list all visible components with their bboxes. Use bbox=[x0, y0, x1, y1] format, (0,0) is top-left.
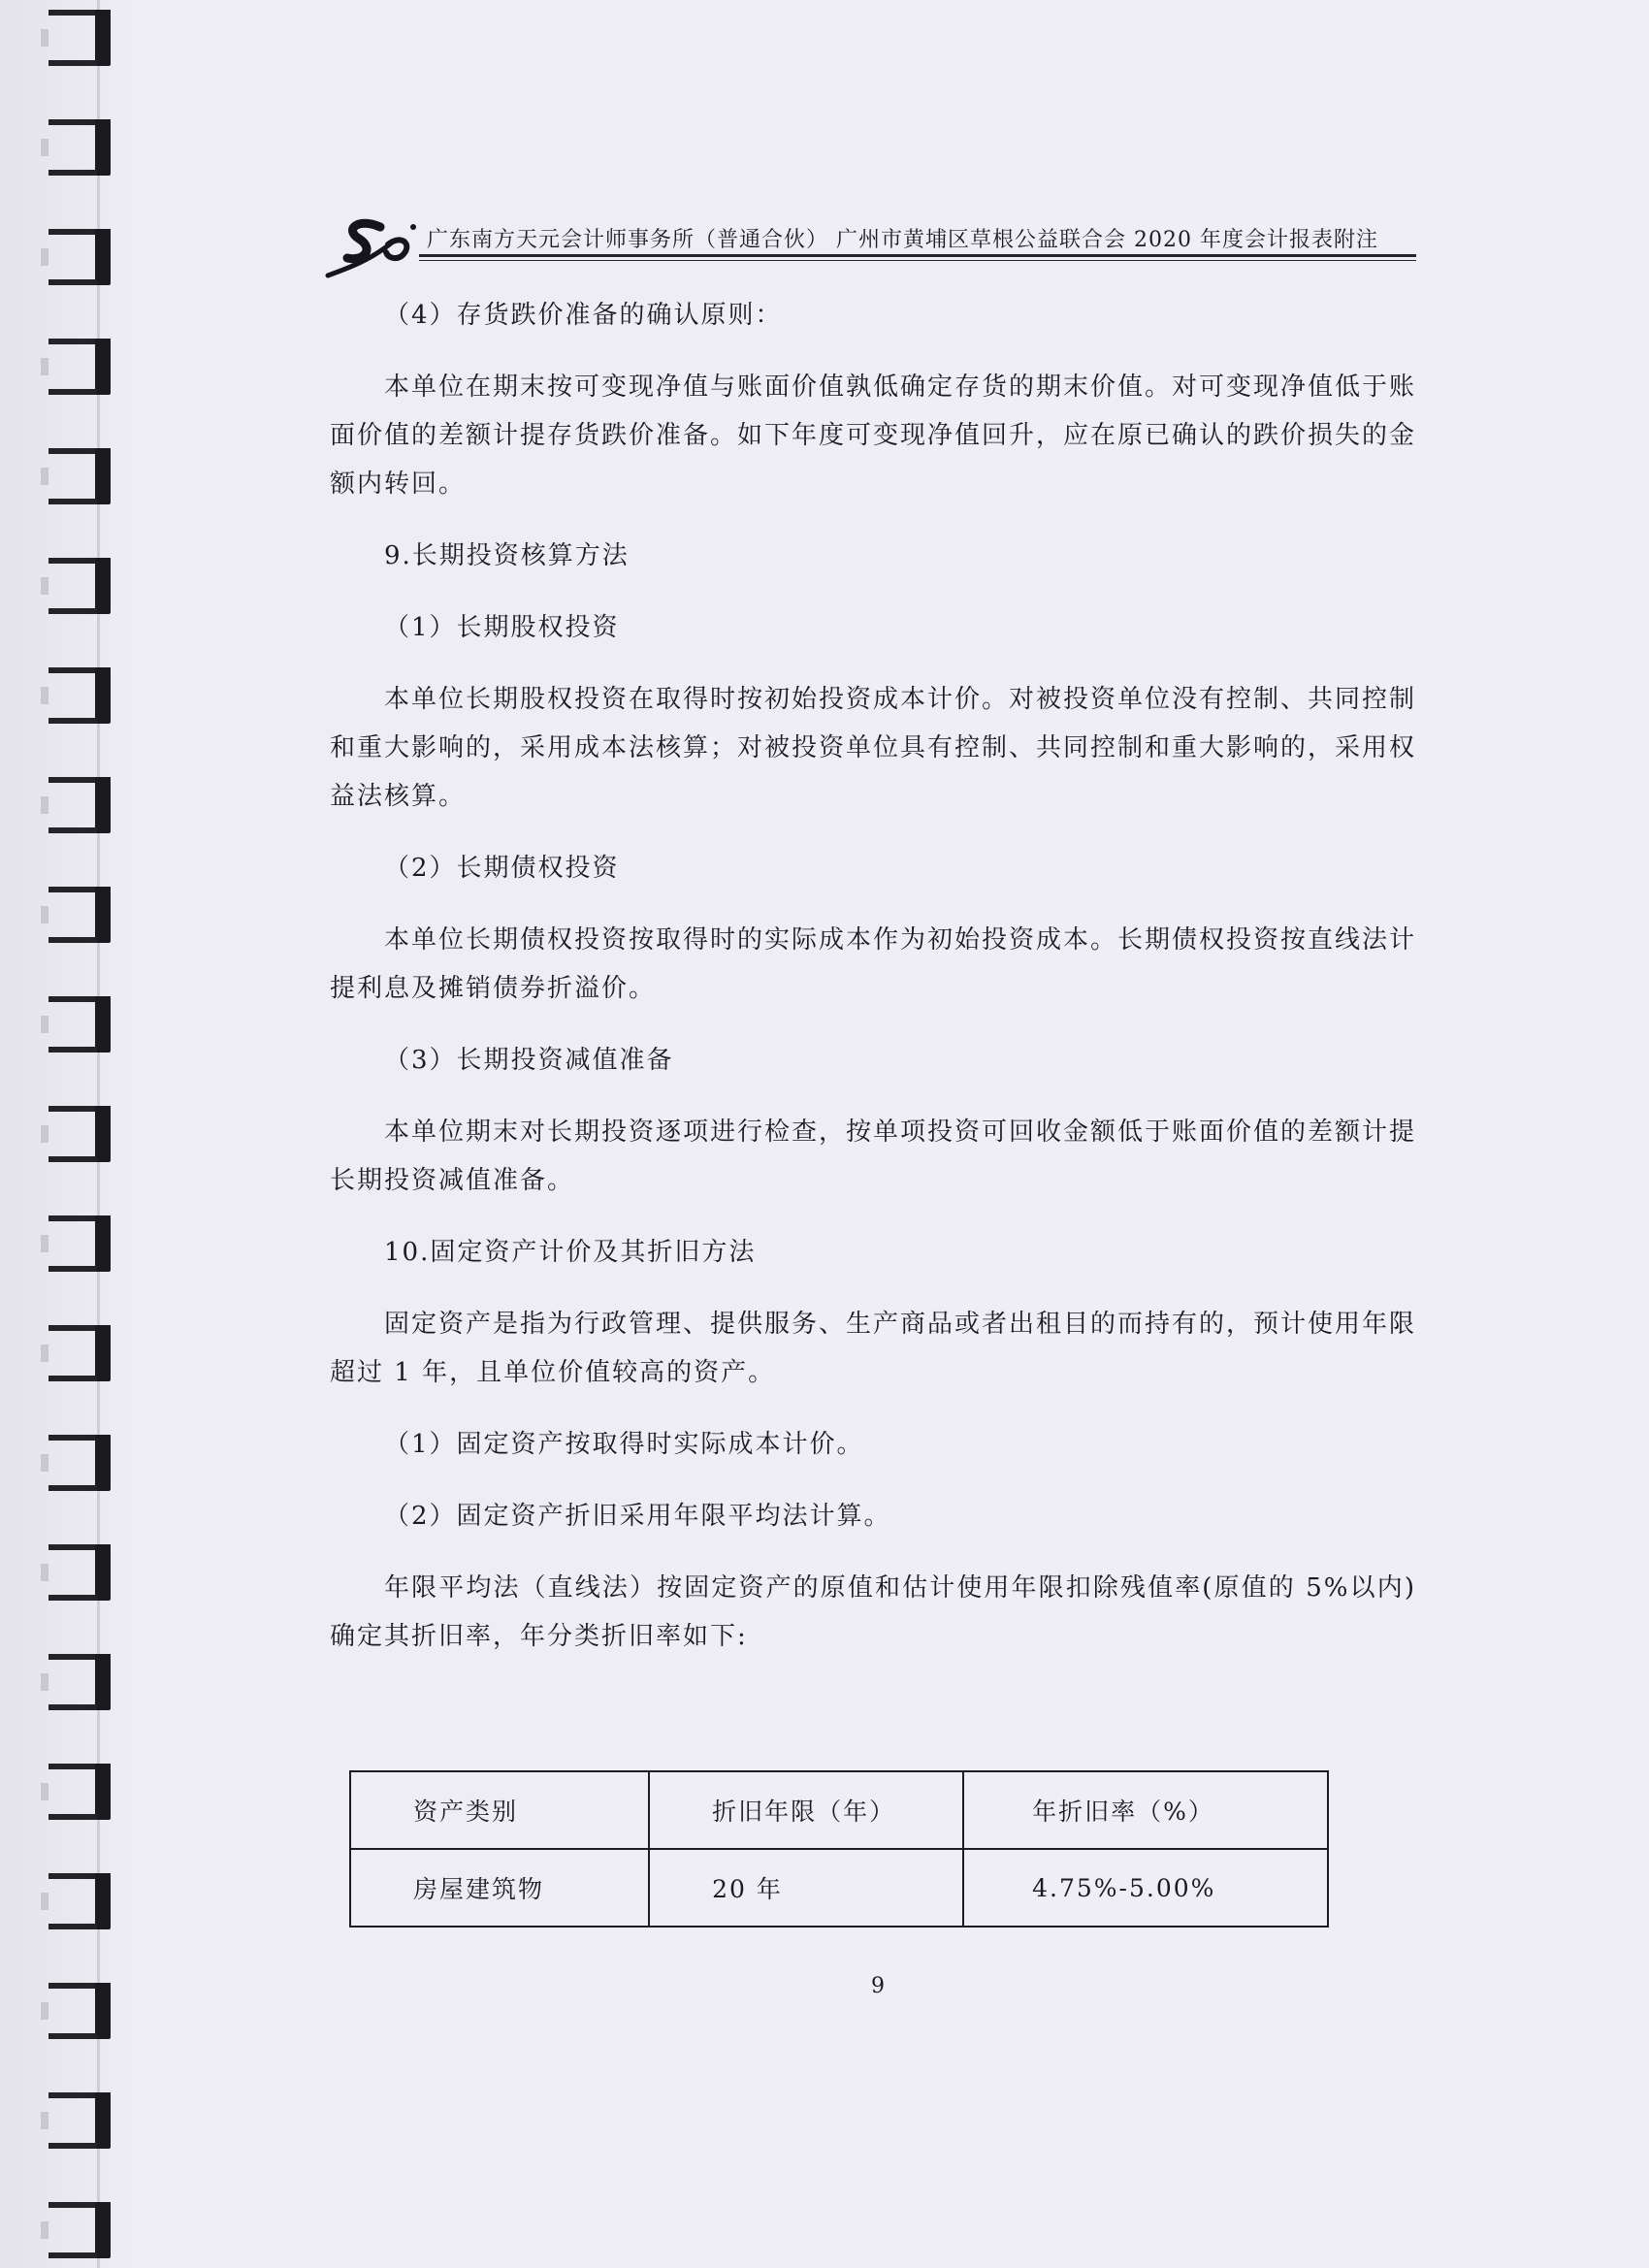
binding-ring-part bbox=[41, 1345, 48, 1362]
paragraph-investment-impairment: 本单位期末对长期投资逐项进行检查，按单项投资可回收金额低于账面价值的差额计提长期投资减值准备。 bbox=[330, 1118, 1417, 1195]
binding-ring-part bbox=[95, 1325, 111, 1381]
binding-ring-part bbox=[41, 1235, 48, 1252]
binding-ring-part bbox=[95, 229, 111, 285]
section-heading-fixed-assets: 10.固定资产计价及其折旧方法 bbox=[384, 1238, 757, 1267]
depreciation-rate-table bbox=[349, 1770, 1329, 1928]
subheading-debt-investment: （2）长期债权投资 bbox=[384, 854, 620, 883]
binding-ring-part bbox=[48, 718, 97, 724]
binding-ring bbox=[39, 339, 121, 395]
table-cell-asset-category: 房屋建筑物 bbox=[350, 1849, 649, 1927]
binding-ring bbox=[39, 229, 121, 285]
binding-ring-part bbox=[48, 389, 97, 395]
binding-ring-part bbox=[48, 1376, 97, 1381]
binding-ring bbox=[39, 10, 121, 66]
binding-ring-part bbox=[48, 1047, 97, 1053]
section-heading-long-term-investment: 9.长期投资核算方法 bbox=[384, 541, 630, 570]
binding-ring-part bbox=[41, 1893, 48, 1910]
binding-ring-part bbox=[48, 827, 97, 833]
binding-ring bbox=[39, 2092, 121, 2149]
binding-ring-part bbox=[41, 1783, 48, 1800]
binding-ring-part bbox=[48, 1595, 97, 1601]
binding-ring-part bbox=[48, 2252, 97, 2258]
binding-ring-part bbox=[95, 996, 111, 1053]
binding-ring-part bbox=[95, 777, 111, 833]
binding-ring-part bbox=[95, 448, 111, 504]
binding-ring-part bbox=[48, 1156, 97, 1162]
subheading-inventory-impairment: （4）存货跌价准备的确认原则： bbox=[384, 301, 783, 330]
binding-ring-part bbox=[95, 1435, 111, 1491]
binding-ring bbox=[39, 2202, 121, 2258]
binding-ring bbox=[39, 1983, 121, 2039]
paragraph-fixed-assets-definition: 固定资产是指为行政管理、提供服务、生产商品或者出租目的而持有的，预计使用年限超过 1 年，且单位价值较高的资产。 bbox=[330, 1310, 1417, 1387]
binding-ring bbox=[39, 1544, 121, 1601]
column-header-asset-category: 资产类别 bbox=[350, 1771, 649, 1849]
binding-ring-part bbox=[95, 2092, 111, 2149]
binding-ring-part bbox=[41, 248, 48, 266]
binding-ring bbox=[39, 558, 121, 614]
binding-ring bbox=[39, 667, 121, 724]
binding-ring-part bbox=[41, 577, 48, 595]
binding-ring-part bbox=[48, 937, 97, 943]
table-header-row bbox=[350, 1771, 1328, 1849]
binding-ring-part bbox=[95, 1983, 111, 2039]
binding-ring-part bbox=[48, 1704, 97, 1710]
binding-ring bbox=[39, 1215, 121, 1272]
binding-ring-part bbox=[48, 1924, 97, 1929]
binding-ring bbox=[39, 1106, 121, 1162]
binding-ring-part bbox=[95, 1215, 111, 1272]
binding-ring-part bbox=[48, 1485, 97, 1491]
spiral-binding bbox=[39, 0, 126, 2268]
binding-ring-part bbox=[95, 119, 111, 176]
binding-ring-part bbox=[41, 1673, 48, 1691]
binding-ring-part bbox=[48, 279, 97, 285]
binding-ring-part bbox=[48, 1814, 97, 1820]
binding-ring-part bbox=[95, 558, 111, 614]
column-header-annual-rate: 年折旧率（%） bbox=[963, 1771, 1328, 1849]
binding-ring bbox=[39, 996, 121, 1053]
page-header bbox=[320, 204, 1416, 262]
binding-ring-part bbox=[41, 796, 48, 814]
binding-ring-part bbox=[41, 358, 48, 375]
binding-ring bbox=[39, 777, 121, 833]
paragraph-straight-line-method: 年限平均法（直线法）按固定资产的原值和估计使用年限扣除残值率(原值的 5%以内)确定其折旧率，年分类折旧率如下: bbox=[330, 1573, 1416, 1651]
binding-ring-part bbox=[41, 1125, 48, 1143]
binding-ring-part bbox=[41, 139, 48, 156]
binding-ring-part bbox=[41, 1454, 48, 1472]
binding-ring-part bbox=[95, 10, 111, 66]
binding-ring-part bbox=[41, 687, 48, 704]
binding-ring-part bbox=[95, 1106, 111, 1162]
binding-ring bbox=[39, 1764, 121, 1820]
binding-ring-part bbox=[41, 1016, 48, 1033]
binding-ring-part bbox=[48, 60, 97, 66]
binding-ring-part bbox=[41, 2002, 48, 2020]
binding-ring-part bbox=[95, 1873, 111, 1929]
firm-logo bbox=[320, 204, 427, 281]
subheading-depreciation-method: （2）固定资产折旧采用年限平均法计算。 bbox=[384, 1502, 891, 1531]
binding-ring-part bbox=[48, 2033, 97, 2039]
binding-ring-part bbox=[41, 468, 48, 485]
binding-ring-part bbox=[41, 2221, 48, 2239]
binding-ring bbox=[39, 1325, 121, 1381]
binding-ring-part bbox=[41, 2112, 48, 2129]
binding-ring-part bbox=[95, 2202, 111, 2258]
binding-ring-part bbox=[48, 499, 97, 504]
binding-ring-part bbox=[41, 1564, 48, 1581]
binding-ring-part bbox=[95, 887, 111, 943]
paragraph-inventory-impairment: 本单位在期末按可变现净值与账面价值孰低确定存货的期末价值。对可变现净值低于账面价值的差额计提存货跌价准备。如下年度可变现净值回升，应在原已确认的跌价损失的金额内转回。 bbox=[330, 373, 1417, 499]
binding-ring-part bbox=[48, 2143, 97, 2149]
paragraph-debt-investment: 本单位长期债权投资按取得时的实际成本作为初始投资成本。长期债权投资按直线法计提利息及摊销债券折溢价。 bbox=[330, 925, 1417, 1003]
binding-ring-part bbox=[95, 1764, 111, 1820]
binding-ring-part bbox=[48, 608, 97, 614]
binding-ring bbox=[39, 1654, 121, 1710]
binding-ring-part bbox=[48, 170, 97, 176]
binding-ring-part bbox=[95, 1654, 111, 1710]
paragraph-equity-investment: 本单位长期股权投资在取得时按初始投资成本计价。对被投资单位没有控制、共同控制和重大影响的，采用成本法核算；对被投资单位具有控制、共同控制和重大影响的，采用权益法核算。 bbox=[330, 685, 1417, 811]
binding-ring-part bbox=[41, 29, 48, 47]
header-rule-thick bbox=[419, 254, 1416, 257]
header-title: 广东南方天元会计师事务所（普通合伙） 广州市黄埔区草根公益联合会 2020 年度会计报表附注 bbox=[427, 228, 1378, 252]
table-cell-annual-rate: 4.75%-5.00% bbox=[963, 1849, 1328, 1927]
header-rule-thin bbox=[419, 260, 1416, 261]
subheading-fixed-asset-cost: （1）固定资产按取得时实际成本计价。 bbox=[384, 1430, 864, 1459]
column-header-depreciation-years: 折旧年限（年） bbox=[649, 1771, 963, 1849]
binding-ring-part bbox=[48, 1266, 97, 1272]
binding-ring-part bbox=[95, 1544, 111, 1601]
table-cell-depreciation-years: 20 年 bbox=[649, 1849, 963, 1927]
binding-ring-part bbox=[95, 667, 111, 724]
binding-ring bbox=[39, 119, 121, 176]
binding-ring bbox=[39, 887, 121, 943]
binding-ring bbox=[39, 1435, 121, 1491]
subheading-investment-impairment: （3）长期投资减值准备 bbox=[384, 1046, 674, 1075]
binding-ring-part bbox=[41, 906, 48, 923]
table-row bbox=[350, 1849, 1328, 1927]
binding-ring bbox=[39, 448, 121, 504]
binding-ring bbox=[39, 1873, 121, 1929]
subheading-equity-investment: （1）长期股权投资 bbox=[384, 613, 620, 642]
binding-ring-part bbox=[95, 339, 111, 395]
document-body bbox=[330, 291, 1416, 1661]
page-number: 9 bbox=[871, 1974, 885, 1998]
